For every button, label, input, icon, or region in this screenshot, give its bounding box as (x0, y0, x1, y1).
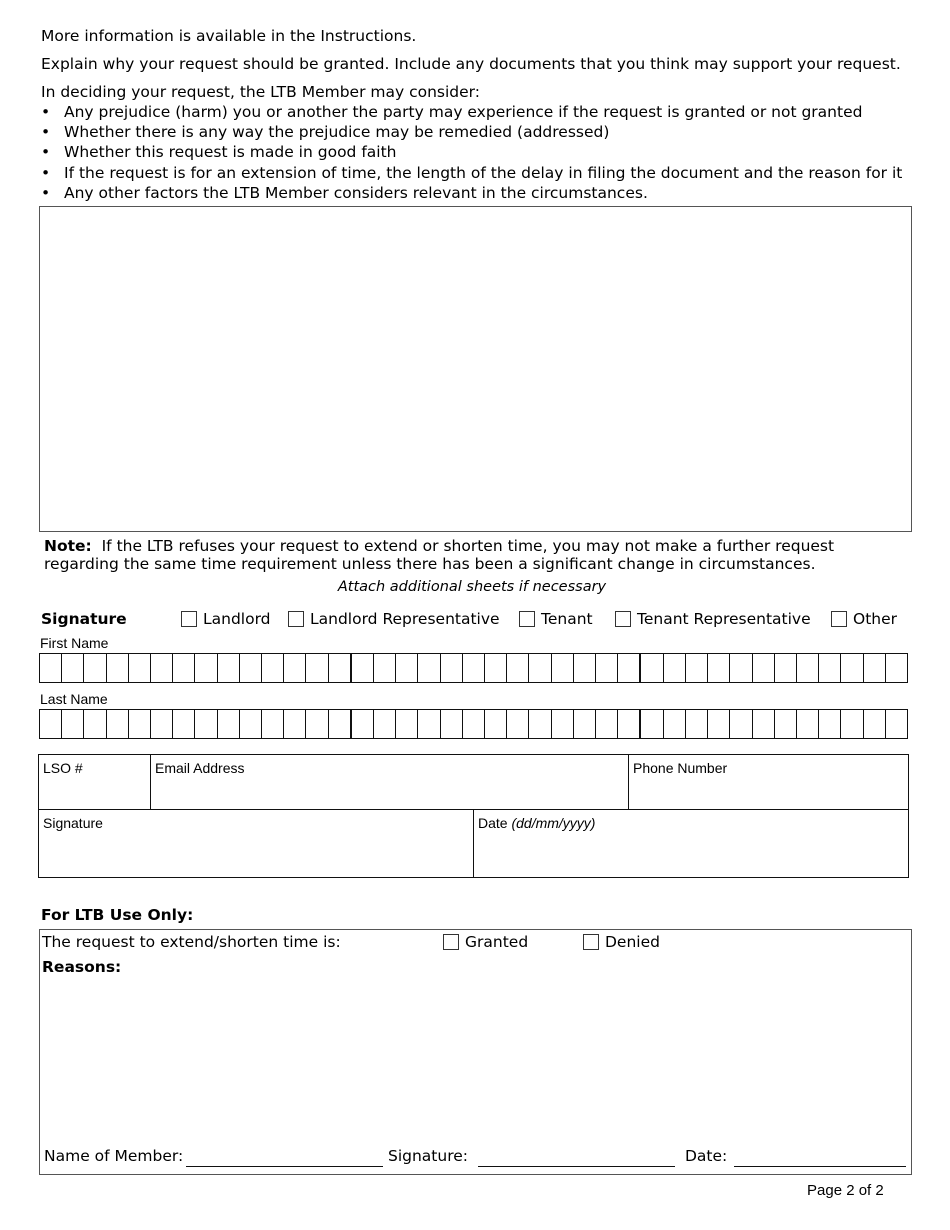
checkbox-other[interactable] (831, 609, 897, 629)
first-name-label: First Name (40, 635, 109, 651)
checkbox-label: Tenant (541, 610, 593, 628)
last-name-label: Last Name (40, 691, 108, 707)
table-divider (473, 809, 474, 878)
phone-label: Phone Number (633, 760, 728, 776)
note-line-1 (44, 536, 834, 556)
checkbox-label: Denied (605, 933, 660, 951)
note-label: Note: (44, 537, 92, 555)
checkbox-tenant[interactable] (519, 609, 593, 629)
email-field[interactable] (152, 756, 627, 808)
checkbox-tenant-representative[interactable] (615, 609, 811, 629)
member-date-input[interactable] (734, 1166, 906, 1167)
list-item: • If the request is for an extension of time, the length of the delay in filing the document and the reason for it (41, 163, 902, 183)
email-label: Email Address (155, 760, 245, 776)
checkbox-box[interactable] (615, 611, 631, 627)
list-item: • Any other factors the LTB Member considers relevant in the circumstances. (41, 183, 902, 203)
list-item: • Whether this request is made in good faith (41, 142, 902, 162)
phone-field[interactable] (630, 756, 907, 808)
ltb-use-heading: For LTB Use Only: (41, 906, 194, 924)
date-label: Date (478, 815, 508, 831)
lso-label: LSO # (43, 760, 83, 776)
checkbox-box[interactable] (583, 934, 599, 950)
list-item: • Any prejudice (harm) you or another the party may experience if the request is granted or not granted (41, 102, 902, 122)
signature-field[interactable] (39, 811, 472, 877)
date-field[interactable] (475, 811, 907, 877)
member-name-input[interactable] (186, 1166, 383, 1167)
member-signature-input[interactable] (478, 1166, 675, 1167)
checkbox-box[interactable] (181, 611, 197, 627)
signature-label: Signature (43, 815, 103, 831)
checkbox-label: Granted (465, 933, 529, 951)
lso-number-field[interactable] (39, 756, 149, 808)
checkbox-label: Landlord (203, 610, 271, 628)
member-name-label: Name of Member: (44, 1147, 184, 1165)
table-divider (150, 754, 151, 810)
checkbox-label: Other (853, 610, 898, 628)
table-divider (628, 754, 629, 810)
checkbox-label: Tenant Representative (637, 610, 811, 628)
explanation-textarea[interactable] (39, 206, 912, 532)
attach-sheets-note: Attach additional sheets if necessary (337, 579, 607, 595)
first-name-input[interactable] (39, 653, 908, 683)
page-number: Page 2 of 2 (807, 1182, 884, 1199)
reasons-label: Reasons: (42, 958, 122, 976)
intro-consider-text: In deciding your request, the LTB Member may consider: (41, 83, 480, 101)
checkbox-landlord[interactable] (181, 609, 271, 629)
note-line-2: regarding the same time requirement unless there has been a significant change in circumstances. (44, 555, 816, 573)
last-name-input[interactable] (39, 709, 908, 739)
ltb-request-text: The request to extend/shorten time is: (42, 933, 341, 951)
checkbox-granted[interactable] (443, 932, 528, 952)
checkbox-label: Landlord Representative (310, 610, 500, 628)
date-format-hint: (dd/mm/yyyy) (511, 815, 596, 831)
checkbox-box[interactable] (831, 611, 847, 627)
list-item: • Whether there is any way the prejudice may be remedied (addressed) (41, 122, 902, 142)
signature-heading: Signature (41, 610, 127, 628)
note-text-1: If the LTB refuses your request to extend or shorten time, you may not make a further request (101, 537, 835, 555)
checkbox-box[interactable] (443, 934, 459, 950)
checkbox-box[interactable] (288, 611, 304, 627)
intro-explain-text: Explain why your request should be granted. Include any documents that you think may support your request. (41, 55, 901, 73)
member-signature-label: Signature: (388, 1147, 468, 1165)
checkbox-box[interactable] (519, 611, 535, 627)
member-date-label: Date: (685, 1147, 728, 1165)
checkbox-denied[interactable] (583, 932, 660, 952)
date-label-group (478, 815, 595, 831)
checkbox-landlord-representative[interactable] (288, 609, 500, 629)
considerations-list (41, 102, 902, 203)
reasons-textarea[interactable] (42, 980, 907, 1140)
intro-instructions-text: More information is available in the Instructions. (41, 27, 417, 45)
